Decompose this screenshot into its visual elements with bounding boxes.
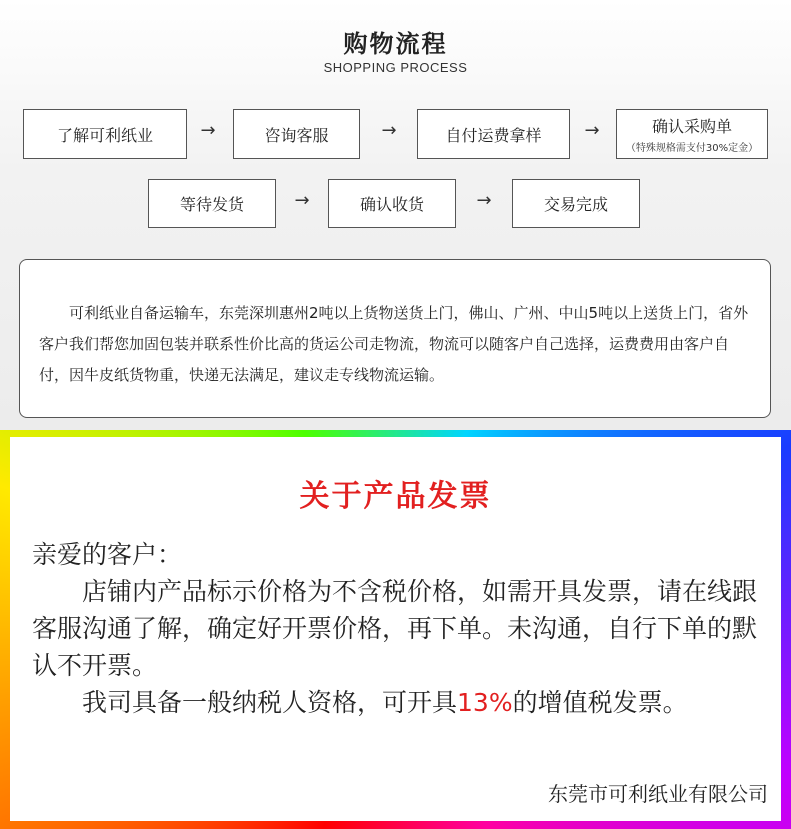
tax-rate-highlight: 13% xyxy=(457,688,513,717)
step-label: 咨询客服 xyxy=(264,125,329,145)
section-title: 购物流程 xyxy=(343,30,448,58)
step-learn-about-company xyxy=(23,109,187,159)
arrow-icon: → xyxy=(584,120,600,141)
invoice-section xyxy=(10,437,781,821)
arrow-icon: → xyxy=(200,120,216,141)
step-consult-service xyxy=(233,109,360,159)
step-confirm-purchase-order xyxy=(616,109,768,159)
invoice-paragraph-price: 店铺内产品标示价格为不含税价格，如需开具发票，请在线跟客服沟通了解，确定好开票价格，再下单。未沟通，自行下单的默认不开票。 xyxy=(32,577,758,680)
step-note: （特殊规格需支付30%定金） xyxy=(625,143,759,154)
invoice-body xyxy=(32,536,762,721)
shipping-info-text: 可利纸业自备运输车，东莞深圳惠州2吨以上货物送货上门，佛山、广州、中山5吨以上送货上门，省外客户我们帮您加固包装并联系性价比高的货运公司走物流，物流可以随客户自己选择，运费费用由客户自付，因牛皮纸货物重，快递无法满足，建议走专线物流运输。 xyxy=(39,304,749,384)
arrow-icon: → xyxy=(294,190,310,211)
shipping-info-box xyxy=(19,259,771,418)
invoice-rainbow-frame xyxy=(0,430,791,829)
step-await-shipment xyxy=(148,179,276,228)
step-label: 自付运费拿样 xyxy=(445,125,542,145)
step-pay-sample-shipping xyxy=(417,109,570,159)
tax-text-before: 我司具备一般纳税人资格，可开具 xyxy=(82,688,458,717)
step-confirm-receipt xyxy=(328,179,456,228)
step-label: 了解可利纸业 xyxy=(56,125,153,145)
section-subtitle: SHOPPING PROCESS xyxy=(323,60,468,75)
invoice-paragraph-tax xyxy=(32,684,762,721)
company-name: 东莞市可利纸业有限公司 xyxy=(548,782,768,806)
invoice-greeting: 亲爱的客户： xyxy=(32,540,183,569)
step-label: 等待发货 xyxy=(179,195,244,214)
arrow-icon: → xyxy=(476,190,492,211)
step-label: 确认收货 xyxy=(359,195,424,214)
tax-text-after: 的增值税发票。 xyxy=(512,688,688,717)
step-transaction-complete xyxy=(512,179,640,228)
invoice-title: 关于产品发票 xyxy=(299,479,492,514)
arrow-icon: → xyxy=(381,120,397,141)
step-label: 交易完成 xyxy=(543,195,608,214)
step-label: 确认采购单 xyxy=(651,117,732,136)
